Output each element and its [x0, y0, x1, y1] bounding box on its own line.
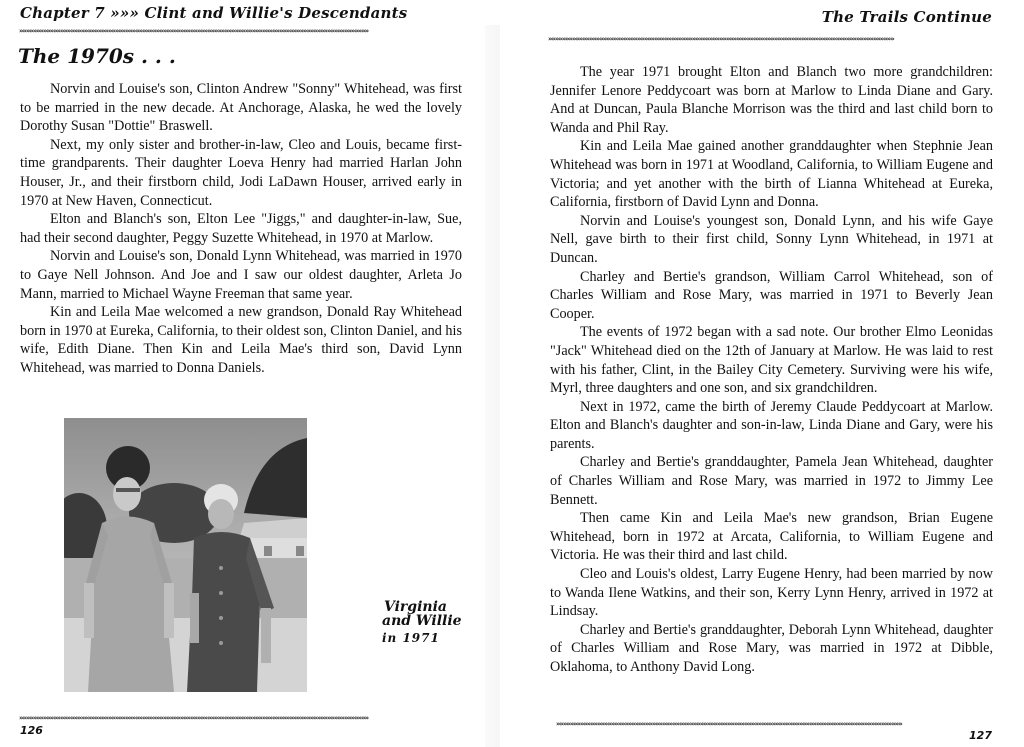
left-running-head: Chapter 7 »»» Clint and Willie's Descendants	[20, 4, 408, 22]
paragraph: Norvin and Louise's son, Clinton Andrew "Sonny" Whitehead, was first to be married in the new decade. At Anchorage, Alaska, he wed the lovely Dorothy Susan "Dottie" Braswell.	[20, 81, 462, 135]
photo-caption	[382, 600, 462, 645]
paragraph: Norvin and Louise's youngest son, Donald Lynn, and his wife Gaye Nell, gave birth to their first child, Sonny Lynn Whitehead, in 1971 at Duncan.	[550, 212, 993, 266]
paragraph: Charley and Bertie's granddaughter, Pamela Jean Whitehead, daughter of Charles William and Rose Mary, was married in 1972 to Jimmy Lee Bennett.	[550, 454, 993, 508]
paragraph: Next, my only sister and brother-in-law, Cleo and Louis, became first-time grandparents. Their daughter Loeva Henry had married Harlan John Houser, Jr., and their firstborn child, Jodi LaDawn Houser, arrived early in 1970 at New Haven, Connecticut.	[20, 136, 462, 209]
top-chevron-rule-right: »»»»»»»»»»»»»»»»»»»»»»»»»»»»»»»»»»»»»»»»»»»»»»»»»»»»»»»»»»»»»»»»»»»»»»»»»»»»»»»»»»»»»»»»»»»»»»»»»»»»»	[548, 35, 894, 43]
family-photo	[64, 418, 307, 692]
right-body-text	[550, 63, 993, 677]
caption-line-3: in 1971	[382, 631, 440, 645]
paragraph: Charley and Bertie's grandson, William Carrol Whitehead, son of Charles William and Rose Mary, was married in 1971 to Beverly Jean Cooper.	[550, 268, 993, 322]
left-page	[0, 0, 500, 747]
photo-illustration	[64, 418, 307, 692]
top-chevron-rule-left: »»»»»»»»»»»»»»»»»»»»»»»»»»»»»»»»»»»»»»»»»»»»»»»»»»»»»»»»»»»»»»»»»»»»»»»»»»»»»»»»»»»»»»»»»»»»»»»»»»»»»»	[19, 27, 369, 35]
paragraph: The events of 1972 began with a sad note. Our brother Elmo Leonidas "Jack" Whitehead died on the 12th of January at Marlow. He was laid to rest with his father, Clint, in the Bailey City Cemetery. Surviving were his wife, Myrl, three daughters and one son, and six grandchildren.	[550, 324, 993, 397]
paragraph: Then came Kin and Leila Mae's new grandson, Brian Eugene Whitehead, born in 1972 at Arcata, California, to William Eugene and Victoria. He was their third and last child.	[550, 510, 993, 564]
page-number-right: 127	[969, 729, 992, 742]
paragraph: Cleo and Louis's oldest, Larry Eugene Henry, had been married by now to Wanda Ilene Watkins, and their son, Kerry Lynn Henry, arrived in 1972 at Lindsay.	[550, 566, 993, 620]
page-number-left: 126	[20, 724, 43, 737]
bottom-chevron-rule-left: »»»»»»»»»»»»»»»»»»»»»»»»»»»»»»»»»»»»»»»»»»»»»»»»»»»»»»»»»»»»»»»»»»»»»»»»»»»»»»»»»»»»»»»»»»»»»»»»»»»»»»	[19, 714, 369, 722]
paragraph: Norvin and Louise's son, Donald Lynn Whitehead, was married in 1970 to Gaye Nell Johnson. And Joe and I saw our oldest daughter, Arleta Jo Mann, married to Michael Wayne Freeman that same year.	[20, 248, 462, 302]
paragraph: Next in 1972, came the birth of Jeremy Claude Peddycoart at Marlow. Elton and Blanch's daughter and son-in-law, Linda Diane and Gary, were his parents.	[550, 398, 993, 452]
left-body-text	[20, 80, 462, 378]
section-title: The 1970s . . .	[18, 44, 176, 68]
caption-line-1: Virginia	[384, 599, 447, 615]
paragraph: Elton and Blanch's son, Elton Lee "Jiggs," and daughter-in-law, Sue, had their second daughter, Peggy Suzette Whitehead, in 1970 at Marlow.	[20, 211, 462, 246]
bottom-chevron-rule-right: »»»»»»»»»»»»»»»»»»»»»»»»»»»»»»»»»»»»»»»»»»»»»»»»»»»»»»»»»»»»»»»»»»»»»»»»»»»»»»»»»»»»»»»»»»»»»»»»»»»»»	[556, 720, 902, 728]
caption-line-2: and Willie	[382, 613, 462, 629]
right-running-head: The Trails Continue	[821, 8, 992, 26]
paragraph: Kin and Leila Mae welcomed a new grandson, Donald Ray Whitehead born in 1970 at Eureka, California, to their oldest son, Clinton Daniel, and his wife, Edith Diane. Then Kin and Leila Mae's third son, David Lynn Whitehead, was married to Donna Daniels.	[20, 304, 462, 376]
paragraph: The year 1971 brought Elton and Blanch two more grandchildren: Jennifer Lenore Peddycoart was born at Marlow to Linda Diane and Gary. And at Duncan, Paula Blanche Morrison was the third and last child born to Wanda and Phil Ray.	[550, 64, 993, 136]
paragraph: Kin and Leila Mae gained another granddaughter when Stephnie Jean Whitehead was born in 1971 at Woodland, California, to William Eugene and Victoria; and yet another with the birth of Lianna Whitehead at Eureka, California, firstborn of David Lynn and Donna.	[550, 138, 993, 211]
paragraph: Charley and Bertie's granddaughter, Deborah Lynn Whitehead, daughter of Charles William and Rose Mary, was married in 1972 at Dibble, Oklahoma, to Anthony David Long.	[550, 621, 993, 675]
